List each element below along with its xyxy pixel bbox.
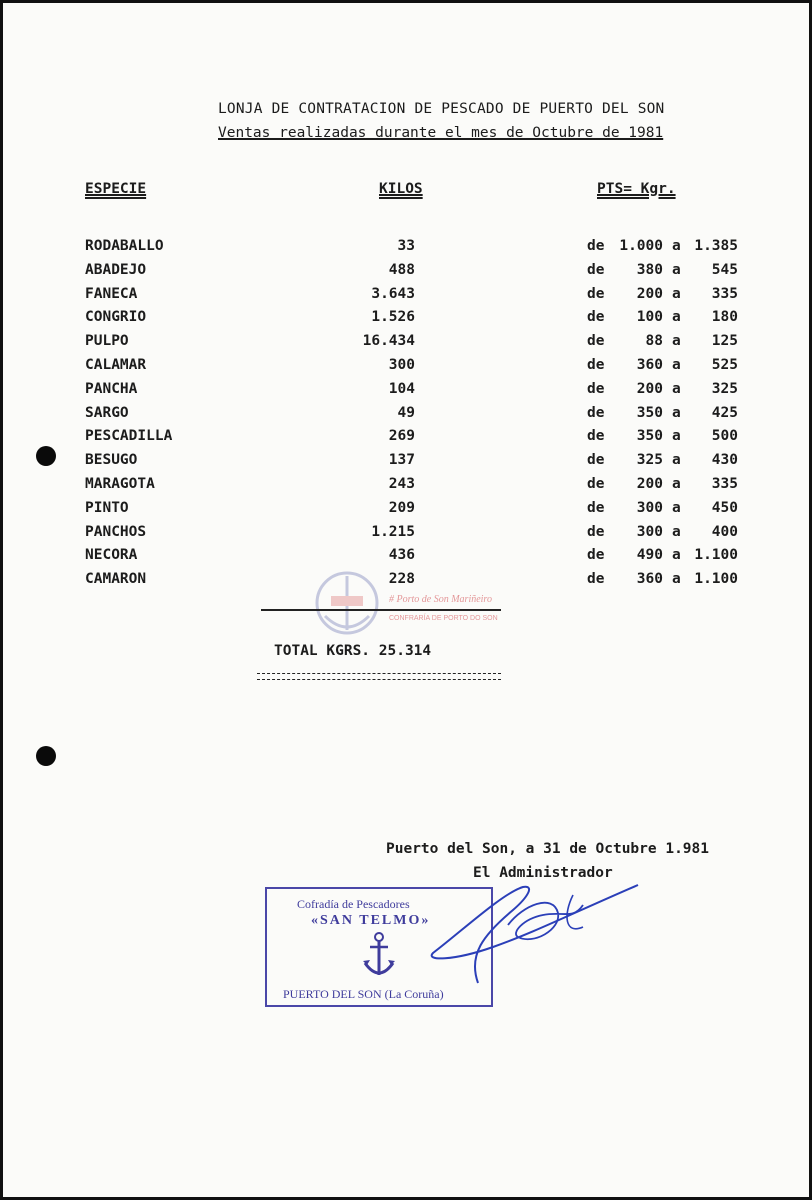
- price-min-cell: 100: [636, 309, 663, 326]
- from-label: de: [587, 428, 605, 445]
- total-kilos: TOTAL KGRS. 25.314: [274, 643, 432, 659]
- to-label: a: [672, 356, 681, 373]
- from-label: de: [587, 333, 605, 350]
- table-row: [3, 568, 812, 592]
- to-label: a: [672, 523, 681, 540]
- price-min-cell: 200: [636, 475, 663, 492]
- watermark-line2: CONFRARÍA DE PORTO DO SON: [389, 615, 498, 622]
- price-min-cell: 350: [636, 428, 663, 445]
- price-max-cell: 335: [711, 475, 738, 492]
- price-min-cell: 380: [636, 261, 663, 278]
- to-label: a: [672, 309, 681, 326]
- from-label: de: [587, 309, 605, 326]
- watermark-line1: # Porto de Son Mariñeiro: [389, 594, 492, 605]
- kilos-cell: 209: [388, 499, 415, 516]
- species-cell: PESCADILLA: [85, 428, 173, 445]
- table-row: [3, 402, 812, 426]
- price-max-cell: 525: [711, 356, 738, 373]
- kilos-cell: 16.434: [362, 333, 415, 350]
- from-label: de: [587, 523, 605, 540]
- kilos-cell: 243: [388, 475, 415, 492]
- document-title: LONJA DE CONTRATACION DE PESCADO DE PUERTO DEL SON: [218, 101, 665, 117]
- species-cell: ABADEJO: [85, 261, 147, 278]
- price-max-cell: 125: [711, 333, 738, 350]
- table-row: [3, 497, 812, 521]
- from-label: de: [587, 261, 605, 278]
- to-label: a: [672, 404, 681, 421]
- kilos-cell: 488: [388, 261, 415, 278]
- kilos-cell: 49: [397, 404, 415, 421]
- table-row: [3, 330, 812, 354]
- price-max-cell: 1.100: [694, 547, 738, 564]
- table-row: [3, 283, 812, 307]
- price-max-cell: 400: [711, 523, 738, 540]
- price-min-cell: 325: [636, 452, 663, 469]
- from-label: de: [587, 356, 605, 373]
- to-label: a: [672, 452, 681, 469]
- price-min-cell: 88: [645, 333, 663, 350]
- stamp-line2: «SAN TELMO»: [311, 913, 431, 928]
- price-min-cell: 300: [636, 499, 663, 516]
- table-row: [3, 354, 812, 378]
- price-max-cell: 1.100: [694, 571, 738, 588]
- from-label: de: [587, 571, 605, 588]
- kilos-cell: 137: [388, 452, 415, 469]
- handwritten-signature: [423, 875, 643, 995]
- species-cell: MARAGOTA: [85, 475, 155, 492]
- price-max-cell: 430: [711, 452, 738, 469]
- document-subtitle: Ventas realizadas durante el mes de Octubre de 1981: [218, 125, 664, 141]
- kilos-cell: 300: [388, 356, 415, 373]
- price-max-cell: 325: [711, 380, 738, 397]
- kilos-cell: 104: [388, 380, 415, 397]
- price-min-cell: 1.000: [619, 238, 663, 254]
- price-max-cell: 500: [711, 428, 738, 445]
- kilos-cell: 3.643: [371, 285, 415, 302]
- from-label: de: [587, 499, 605, 516]
- table-row: [3, 378, 812, 402]
- total-double-underline: [257, 673, 501, 680]
- species-cell: RODABALLO: [85, 238, 164, 254]
- total-divider: [261, 609, 501, 611]
- species-cell: SARGO: [85, 404, 129, 421]
- kilos-cell: 269: [388, 428, 415, 445]
- stamp-line1: Cofradía de Pescadores: [297, 897, 410, 911]
- price-max-cell: 425: [711, 404, 738, 421]
- to-label: a: [672, 475, 681, 492]
- price-min-cell: 200: [636, 285, 663, 302]
- table-row: [3, 521, 812, 545]
- kilos-cell: 1.526: [371, 309, 415, 326]
- table-row: [3, 235, 812, 259]
- header-price: PTS= Kgr.: [597, 181, 676, 197]
- punch-hole: [36, 746, 56, 766]
- table-row: [3, 544, 812, 568]
- to-label: a: [672, 238, 681, 254]
- price-max-cell: 450: [711, 499, 738, 516]
- price-max-cell: 335: [711, 285, 738, 302]
- table-row: [3, 306, 812, 330]
- to-label: a: [672, 285, 681, 302]
- price-min-cell: 300: [636, 523, 663, 540]
- species-cell: CALAMAR: [85, 356, 147, 373]
- anchor-icon: [362, 931, 396, 981]
- stamp-line3: PUERTO DEL SON (La Coruña): [283, 987, 444, 1001]
- signatory-title: El Administrador: [473, 865, 613, 881]
- species-cell: BESUGO: [85, 452, 138, 469]
- price-min-cell: 360: [636, 571, 663, 588]
- price-max-cell: 1.385: [694, 238, 738, 254]
- sales-table: [3, 235, 812, 592]
- kilos-cell: 1.215: [371, 523, 415, 540]
- kilos-cell: 436: [388, 547, 415, 564]
- kilos-cell: 33: [397, 238, 415, 254]
- place-date: Puerto del Son, a 31 de Octubre 1.981: [386, 841, 710, 857]
- to-label: a: [672, 261, 681, 278]
- header-kilos: KILOS: [379, 181, 423, 197]
- price-min-cell: 490: [636, 547, 663, 564]
- species-cell: PANCHOS: [85, 523, 147, 540]
- price-min-cell: 350: [636, 404, 663, 421]
- from-label: de: [587, 547, 605, 564]
- price-max-cell: 180: [711, 309, 738, 326]
- from-label: de: [587, 475, 605, 492]
- to-label: a: [672, 428, 681, 445]
- species-cell: PINTO: [85, 499, 129, 516]
- from-label: de: [587, 285, 605, 302]
- header-species: ESPECIE: [85, 181, 147, 197]
- species-cell: CONGRIO: [85, 309, 147, 326]
- table-row: [3, 425, 812, 449]
- from-label: de: [587, 238, 605, 254]
- species-cell: PULPO: [85, 333, 129, 350]
- to-label: a: [672, 547, 681, 564]
- table-row: [3, 259, 812, 283]
- from-label: de: [587, 380, 605, 397]
- from-label: de: [587, 452, 605, 469]
- price-max-cell: 545: [711, 261, 738, 278]
- kilos-cell: 228: [388, 571, 415, 588]
- from-label: de: [587, 404, 605, 421]
- species-cell: NECORA: [85, 547, 138, 564]
- to-label: a: [672, 380, 681, 397]
- species-cell: FANECA: [85, 285, 138, 302]
- table-row: [3, 473, 812, 497]
- to-label: a: [672, 333, 681, 350]
- species-cell: PANCHA: [85, 380, 138, 397]
- to-label: a: [672, 499, 681, 516]
- to-label: a: [672, 571, 681, 588]
- price-min-cell: 360: [636, 356, 663, 373]
- table-row: [3, 449, 812, 473]
- species-cell: CAMARON: [85, 571, 147, 588]
- price-min-cell: 200: [636, 380, 663, 397]
